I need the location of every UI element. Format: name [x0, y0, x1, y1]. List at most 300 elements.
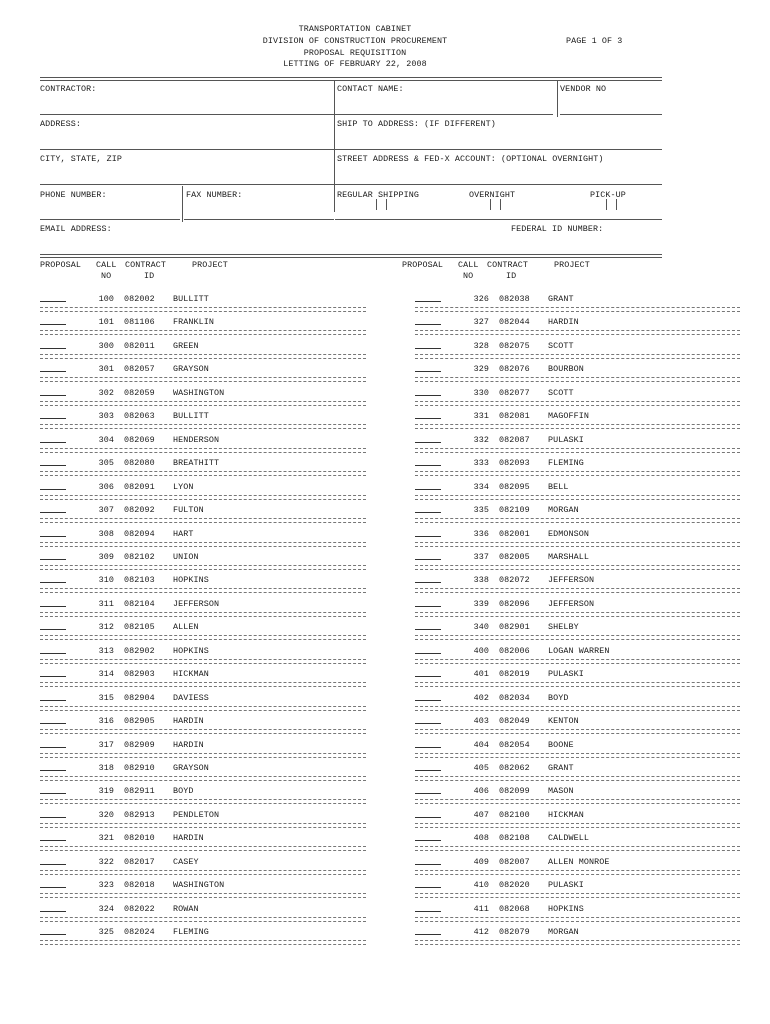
- call-no: 323: [98, 880, 114, 891]
- call-no: 316: [98, 716, 114, 727]
- project-county: GRANT: [548, 294, 574, 304]
- contract-id: 082018: [124, 880, 155, 891]
- proposal-checkbox-blank[interactable]: [415, 840, 441, 841]
- row-separator: [415, 495, 740, 500]
- row-separator: [40, 799, 366, 804]
- proposal-checkbox-blank[interactable]: [415, 301, 441, 302]
- proposal-checkbox-blank[interactable]: [415, 582, 441, 583]
- project-county: GRAYSON: [173, 364, 209, 375]
- row-separator: [40, 542, 366, 547]
- row-separator: [415, 823, 740, 828]
- contract-id: 082096: [499, 598, 530, 609]
- contract-id: 082059: [124, 387, 155, 398]
- call-no: 300: [98, 340, 114, 351]
- project-county: DAVIESS: [173, 692, 209, 703]
- project-county: HICKMAN: [173, 669, 209, 680]
- row-separator: [40, 682, 366, 687]
- rule: [40, 149, 334, 150]
- row-separator: [415, 846, 740, 851]
- row-separator: [415, 377, 740, 382]
- contractor-field[interactable]: [42, 98, 332, 112]
- contract-id: 082069: [124, 434, 155, 445]
- call-no: 301: [98, 364, 114, 375]
- proposal-checkbox-blank[interactable]: [40, 840, 66, 841]
- form-title: PROPOSAL REQUISITION: [303, 48, 407, 58]
- list-item: [415, 388, 740, 411]
- proposal-checkbox-blank[interactable]: [415, 747, 441, 748]
- ship-to-field[interactable]: [338, 132, 660, 146]
- proposal-checkbox-blank[interactable]: [40, 348, 66, 349]
- list-item: [415, 435, 740, 458]
- row-separator: [415, 542, 740, 547]
- rule: [335, 219, 662, 220]
- row-separator: [40, 776, 366, 781]
- call-no: 326: [473, 294, 489, 304]
- list-item: [40, 552, 366, 575]
- contact-name-field[interactable]: [338, 98, 554, 112]
- vendor-divider: [557, 80, 558, 117]
- proposal-checkbox-blank[interactable]: [40, 723, 66, 724]
- proposal-checkbox-blank[interactable]: [40, 582, 66, 583]
- row-separator: [40, 377, 366, 382]
- proposal-checkbox-blank[interactable]: [415, 489, 441, 490]
- call-no: 313: [98, 645, 114, 656]
- contract-id: 082072: [499, 575, 530, 586]
- proposal-checkbox-blank[interactable]: [40, 512, 66, 513]
- proposal-checkbox-blank[interactable]: [415, 418, 441, 419]
- project-county: WASHINGTON: [173, 880, 225, 891]
- row-separator: [415, 471, 740, 476]
- vendor-no-field[interactable]: [561, 98, 661, 112]
- call-no: 404: [473, 739, 489, 750]
- project-county: FULTON: [173, 505, 204, 516]
- agency-title: TRANSPORTATION CABINET: [298, 24, 412, 34]
- row-separator: [415, 565, 740, 570]
- col-call: CALL: [96, 260, 117, 270]
- email-label: EMAIL ADDRESS:: [40, 224, 112, 234]
- contract-id: 082076: [499, 364, 530, 375]
- col-no: NO: [101, 271, 112, 281]
- list-item: [415, 857, 740, 880]
- project-county: ALLEN: [173, 622, 199, 633]
- city-state-zip-label: CITY, STATE, ZIP: [40, 154, 123, 164]
- row-separator: [40, 940, 366, 945]
- project-county: UNION: [173, 551, 199, 562]
- list-item: [40, 317, 366, 340]
- city-state-zip-field[interactable]: [42, 167, 332, 181]
- list-item: [40, 458, 366, 481]
- project-county: BELL: [548, 481, 569, 492]
- contract-id: 082075: [499, 340, 530, 351]
- call-no: 407: [473, 809, 489, 820]
- email-field[interactable]: [42, 237, 442, 251]
- letting-date: LETTING OF FEBRUARY 22, 2008: [283, 59, 427, 69]
- proposal-checkbox-blank[interactable]: [40, 536, 66, 537]
- row-separator: [415, 753, 740, 758]
- call-no: 337: [473, 551, 489, 562]
- row-separator: [40, 307, 366, 312]
- call-no: 412: [473, 927, 489, 938]
- contract-id: 082001: [499, 528, 530, 539]
- project-county: HENDERSON: [173, 434, 220, 445]
- contract-id: 082049: [499, 716, 530, 727]
- proposal-checkbox-blank[interactable]: [415, 793, 441, 794]
- list-item: [40, 364, 366, 387]
- col-id: ID: [506, 271, 517, 281]
- call-no: 306: [98, 481, 114, 492]
- proposal-checkbox-blank[interactable]: [40, 442, 66, 443]
- list-item: [415, 740, 740, 763]
- project-county: PENDLETON: [173, 809, 220, 820]
- row-separator: [40, 893, 366, 898]
- proposal-checkbox-blank[interactable]: [40, 653, 66, 654]
- street-fedex-field[interactable]: [338, 167, 660, 181]
- call-no: 310: [98, 575, 114, 586]
- proposal-checkbox-blank[interactable]: [40, 887, 66, 888]
- proposal-checkbox-blank[interactable]: [40, 559, 66, 560]
- contract-id: 082020: [499, 880, 530, 891]
- project-county: MASON: [548, 786, 574, 797]
- proposal-checkbox-blank[interactable]: [415, 817, 441, 818]
- col-project: PROJECT: [192, 260, 228, 270]
- call-no: 309: [98, 551, 114, 562]
- project-county: HARDIN: [173, 833, 204, 844]
- proposal-checkbox-blank[interactable]: [40, 606, 66, 607]
- call-no: 302: [98, 387, 114, 398]
- list-item: [40, 763, 366, 786]
- fax-field[interactable]: [186, 203, 332, 217]
- division-title: DIVISION OF CONSTRUCTION PROCUREMENT: [262, 36, 448, 46]
- call-no: 318: [98, 763, 114, 773]
- proposal-checkbox-blank[interactable]: [415, 934, 441, 935]
- proposal-checkbox-blank[interactable]: [415, 700, 441, 701]
- row-separator: [415, 659, 740, 664]
- project-county: SHELBY: [548, 622, 579, 633]
- list-item: [40, 294, 366, 317]
- call-no: 315: [98, 692, 114, 703]
- call-no: 334: [473, 481, 489, 492]
- row-separator: [415, 330, 740, 335]
- contract-id: 082904: [124, 692, 155, 703]
- project-county: HARDIN: [173, 739, 204, 750]
- list-item: [415, 904, 740, 927]
- col-id: ID: [144, 271, 155, 281]
- list-item: [415, 575, 740, 598]
- phone-field[interactable]: [42, 203, 178, 217]
- row-separator: [415, 401, 740, 406]
- project-county: BULLITT: [173, 294, 209, 304]
- federal-id-field[interactable]: [511, 237, 661, 251]
- project-county: BOYD: [173, 786, 194, 797]
- contract-id: 082011: [124, 340, 155, 351]
- list-item: [40, 880, 366, 903]
- page-indicator: PAGE 1 OF 3: [566, 36, 623, 46]
- proposal-checkbox-blank[interactable]: [415, 653, 441, 654]
- project-county: LOGAN WARREN: [548, 645, 610, 656]
- project-county: SCOTT: [548, 340, 574, 351]
- contract-id: 082109: [499, 505, 530, 516]
- proposal-checkbox-blank[interactable]: [415, 887, 441, 888]
- proposal-checkbox-blank[interactable]: [415, 911, 441, 912]
- row-separator: [40, 612, 366, 617]
- project-county: HARDIN: [548, 317, 579, 328]
- row-separator: [415, 307, 740, 312]
- project-county: WASHINGTON: [173, 387, 225, 398]
- proposal-checkbox-blank[interactable]: [415, 864, 441, 865]
- contract-id: 082092: [124, 505, 155, 516]
- proposal-checkbox-blank[interactable]: [40, 934, 66, 935]
- rule: [335, 149, 662, 150]
- contract-id: 082910: [124, 763, 155, 773]
- proposal-checkbox-blank[interactable]: [415, 723, 441, 724]
- contract-id: 082102: [124, 551, 155, 562]
- proposal-checkbox-blank[interactable]: [40, 700, 66, 701]
- list-item: [415, 786, 740, 809]
- project-county: HOPKINS: [173, 575, 209, 586]
- proposal-checkbox-blank[interactable]: [415, 629, 441, 630]
- project-county: JEFFERSON: [548, 598, 595, 609]
- list-item: [40, 927, 366, 950]
- list-item: [40, 833, 366, 856]
- col-no: NO: [463, 271, 474, 281]
- row-separator: [415, 870, 740, 875]
- project-county: PULASKI: [548, 669, 584, 680]
- row-separator: [40, 330, 366, 335]
- proposal-checkbox-blank[interactable]: [415, 324, 441, 325]
- list-item: [415, 833, 740, 856]
- list-item: [415, 505, 740, 528]
- project-county: GRAYSON: [173, 763, 209, 773]
- list-item: [415, 810, 740, 833]
- list-item: [40, 622, 366, 645]
- address-field[interactable]: [42, 132, 332, 146]
- proposal-checkbox-blank[interactable]: [40, 911, 66, 912]
- proposal-checkbox-blank[interactable]: [40, 864, 66, 865]
- call-no: 329: [473, 364, 489, 375]
- street-fedex-label: STREET ADDRESS & FED-X ACCOUNT: (OPTIONAL OVERNIGHT): [337, 154, 604, 164]
- project-county: HARDIN: [173, 716, 204, 727]
- project-county: HOPKINS: [548, 903, 584, 914]
- rule: [40, 114, 334, 115]
- contract-id: 082068: [499, 903, 530, 914]
- contract-id: 082080: [124, 458, 155, 469]
- rule: [335, 114, 553, 115]
- pickup-label: PICK-UP: [590, 190, 626, 200]
- call-no: 330: [473, 387, 489, 398]
- call-no: 314: [98, 669, 114, 680]
- proposal-checkbox-blank[interactable]: [415, 770, 441, 771]
- project-county: ALLEN MONROE: [548, 856, 610, 867]
- contract-id: 082019: [499, 669, 530, 680]
- row-separator: [40, 565, 366, 570]
- proposal-checkbox-blank[interactable]: [40, 817, 66, 818]
- call-no: 311: [98, 598, 114, 609]
- row-separator: [40, 518, 366, 523]
- row-separator: [415, 729, 740, 734]
- list-item: [415, 599, 740, 622]
- row-separator: [415, 893, 740, 898]
- contract-id: 082104: [124, 598, 155, 609]
- contract-id: 082081: [499, 411, 530, 422]
- rule: [184, 219, 334, 220]
- project-county: EDMONSON: [548, 528, 590, 539]
- row-separator: [415, 917, 740, 922]
- project-county: HOPKINS: [173, 645, 209, 656]
- project-county: MARSHALL: [548, 551, 590, 562]
- call-no: 304: [98, 434, 114, 445]
- contract-id: 082057: [124, 364, 155, 375]
- proposal-checkbox-blank[interactable]: [40, 465, 66, 466]
- call-no: 305: [98, 458, 114, 469]
- row-separator: [415, 682, 740, 687]
- proposal-checkbox-blank[interactable]: [415, 606, 441, 607]
- col-proposal: PROPOSAL: [40, 260, 82, 270]
- call-no: 336: [473, 528, 489, 539]
- proposal-checkbox-blank[interactable]: [40, 629, 66, 630]
- row-separator: [415, 612, 740, 617]
- project-county: BOYD: [548, 692, 569, 703]
- proposal-checkbox-blank[interactable]: [40, 301, 66, 302]
- list-item: [415, 646, 740, 669]
- proposal-checkbox-blank[interactable]: [40, 770, 66, 771]
- row-separator: [40, 917, 366, 922]
- form-divider: [334, 80, 335, 212]
- proposal-checkbox-blank[interactable]: [415, 395, 441, 396]
- list-item: [415, 669, 740, 692]
- row-separator: [40, 846, 366, 851]
- project-county: BOONE: [548, 739, 574, 750]
- project-county: MAGOFFIN: [548, 411, 590, 422]
- call-no: 331: [473, 411, 489, 422]
- project-county: HART: [173, 528, 194, 539]
- project-county: GREEN: [173, 340, 199, 351]
- call-no: 303: [98, 411, 114, 422]
- list-item: [40, 599, 366, 622]
- row-separator: [415, 424, 740, 429]
- row-separator: [40, 448, 366, 453]
- project-county: MORGAN: [548, 927, 579, 938]
- list-item: [40, 740, 366, 763]
- row-separator: [415, 940, 740, 945]
- list-item: [40, 505, 366, 528]
- row-separator: [415, 635, 740, 640]
- rule: [335, 184, 662, 185]
- row-separator: [40, 471, 366, 476]
- form-top-rule-2: [40, 80, 662, 81]
- list-item: [40, 341, 366, 364]
- row-separator: [40, 354, 366, 359]
- call-no: 340: [473, 622, 489, 633]
- project-county: JEFFERSON: [548, 575, 595, 586]
- row-separator: [40, 729, 366, 734]
- contract-id: 082002: [124, 294, 155, 304]
- regular-shipping-label: REGULAR SHIPPING: [337, 190, 420, 200]
- contract-id: 082902: [124, 645, 155, 656]
- project-county: BULLITT: [173, 411, 209, 422]
- call-no: 406: [473, 786, 489, 797]
- contract-id: 082024: [124, 927, 155, 938]
- col-project: PROJECT: [554, 260, 590, 270]
- row-separator: [415, 354, 740, 359]
- project-county: PULASKI: [548, 880, 584, 891]
- col-contract: CONTRACT: [125, 260, 167, 270]
- proposal-checkbox-blank[interactable]: [40, 793, 66, 794]
- call-no: 402: [473, 692, 489, 703]
- proposal-checkbox-blank[interactable]: [415, 512, 441, 513]
- list-item: [40, 529, 366, 552]
- proposal-checkbox-blank[interactable]: [415, 371, 441, 372]
- contract-id: 082913: [124, 809, 155, 820]
- project-county: CASEY: [173, 856, 199, 867]
- proposal-checkbox-blank[interactable]: [40, 676, 66, 677]
- contract-id: 082911: [124, 786, 155, 797]
- proposal-checkbox-blank[interactable]: [40, 395, 66, 396]
- call-no: 312: [98, 622, 114, 633]
- project-county: CALDWELL: [548, 833, 590, 844]
- proposal-checkbox-blank[interactable]: [415, 465, 441, 466]
- fax-label: FAX NUMBER:: [186, 190, 243, 200]
- contract-id: 082063: [124, 411, 155, 422]
- call-no: 332: [473, 434, 489, 445]
- call-no: 338: [473, 575, 489, 586]
- proposal-checkbox-blank[interactable]: [40, 324, 66, 325]
- contract-id: 082901: [499, 622, 530, 633]
- project-county: KENTON: [548, 716, 579, 727]
- proposal-checkbox-blank[interactable]: [415, 442, 441, 443]
- overnight-label: OVERNIGHT: [469, 190, 516, 200]
- project-county: FLEMING: [173, 927, 209, 938]
- list-item: [40, 786, 366, 809]
- proposal-checkbox-blank[interactable]: [415, 348, 441, 349]
- rule: [40, 219, 180, 220]
- contract-id: 082034: [499, 692, 530, 703]
- contract-id: 082079: [499, 927, 530, 938]
- contract-id: 082010: [124, 833, 155, 844]
- project-county: PULASKI: [548, 434, 584, 445]
- proposal-checkbox-blank[interactable]: [40, 489, 66, 490]
- contract-id: 082105: [124, 622, 155, 633]
- list-item: [415, 763, 740, 786]
- form-top-rule: [40, 77, 662, 78]
- proposal-checkbox-blank[interactable]: [415, 676, 441, 677]
- row-separator: [415, 799, 740, 804]
- contract-id: 082054: [499, 739, 530, 750]
- proposal-checkbox-blank[interactable]: [40, 371, 66, 372]
- list-item: [415, 482, 740, 505]
- list-item: [40, 575, 366, 598]
- project-county: BOURBON: [548, 364, 584, 375]
- proposal-checkbox-blank[interactable]: [40, 747, 66, 748]
- proposal-checkbox-blank[interactable]: [415, 536, 441, 537]
- list-item: [415, 364, 740, 387]
- call-no: 307: [98, 505, 114, 516]
- proposal-checkbox-blank[interactable]: [40, 418, 66, 419]
- proposal-checkbox-blank[interactable]: [415, 559, 441, 560]
- list-item: [40, 482, 366, 505]
- call-no: 322: [98, 856, 114, 867]
- form-bottom-rule: [40, 254, 662, 255]
- list-item: [40, 904, 366, 927]
- contract-id: 082091: [124, 481, 155, 492]
- contract-id: 082108: [499, 833, 530, 844]
- project-county: LYON: [173, 481, 194, 492]
- contract-id: 082903: [124, 669, 155, 680]
- col-contract: CONTRACT: [487, 260, 529, 270]
- contract-id: 082038: [499, 294, 530, 304]
- contract-id: 082022: [124, 903, 155, 914]
- call-no: 400: [473, 645, 489, 656]
- call-no: 335: [473, 505, 489, 516]
